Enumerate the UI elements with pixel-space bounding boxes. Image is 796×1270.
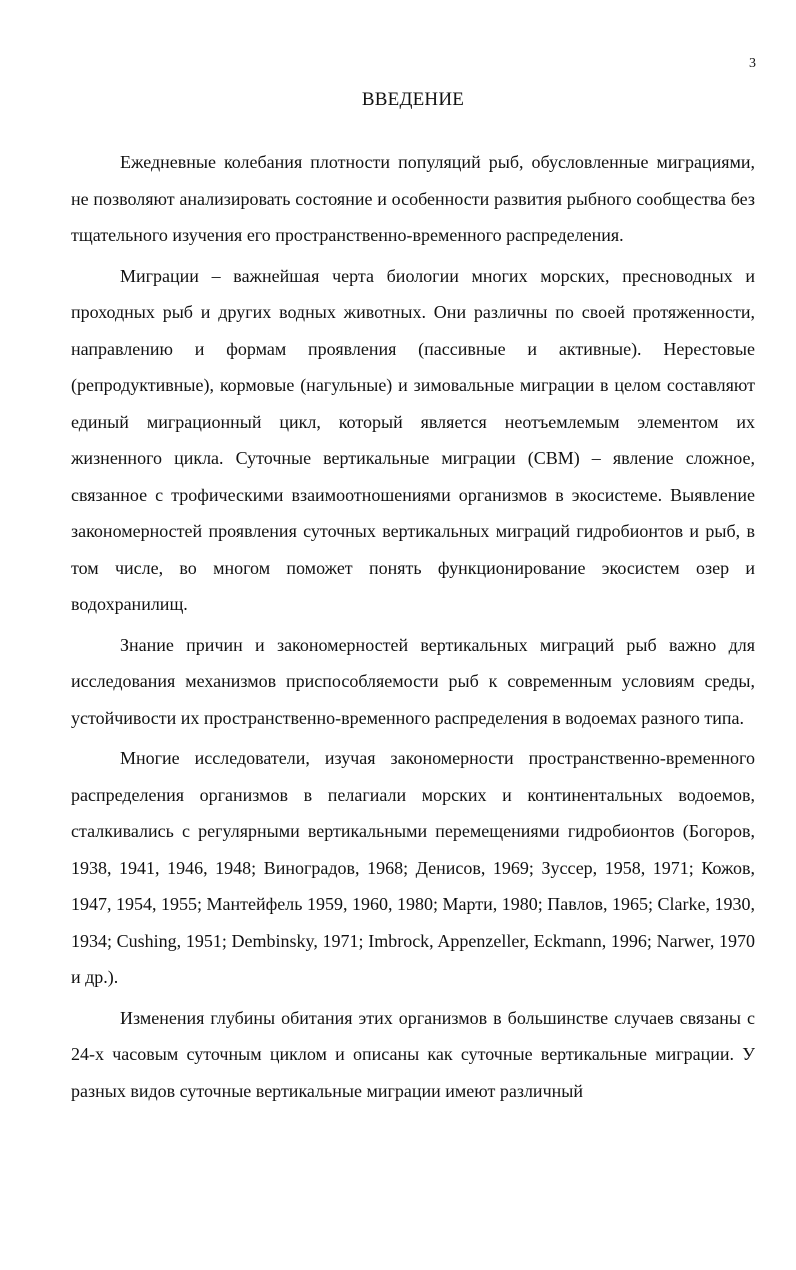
paragraph: Миграции – важнейшая черта биологии многих морских, пресноводных и проходных рыб и других водных животных. Они различны по своей протяженности, направлению и формам проявления (пассивные и активные). Нерестовые (репродуктивные), кормовые (нагульные) и зимовальные миграции в целом составляют единый миграционный цикл, который является неотъемлемым элементом их жизненного цикла. Суточные вертикальные миграции (СВМ) – явление сложное, связанное с трофическими взаимоотношениями организмов в экосистеме. Выявление закономерностей проявления суточных вертикальных миграций гидробионтов и рыб, в том числе, во многом поможет понять функционирование экосистем озер и водохранилищ. [71, 265, 755, 614]
section-heading: ВВЕДЕНИЕ [361, 89, 465, 110]
paragraph: Многие исследователи, изучая закономерности пространственно-временного распределения организмов в пелагиали морских и континентальных водоемов, сталкивались с регулярными вертикальными перемещениями гидробионтов (Богоров, 1938, 1941, 1946, 1948; Виноградов, 1968; Денисов, 1969; Зуссер, 1958, 1971; Кожов, 1947, 1954, 1955; Мантейфель 1959, 1960, 1980; Марти, 1980; Павлов, 1965; Clarke, 1930, 1934; Cushing, 1951; Dembinsky, 1971; Imbrock, Appenzeller, Eckmann, 1996; Narwer, 1970 и др.). [71, 748, 755, 987]
page-number: 3 [749, 56, 756, 71]
paragraph: Ежедневные колебания плотности популяций рыб, обусловленные миграциями, не позволяют анализировать состояние и особенности развития рыбного сообщества без тщательного изучения его пространственно-временного распределения. [71, 152, 755, 245]
body-text [71, 144, 755, 1113]
paragraph: Изменения глубины обитания этих организмов в большинстве случаев связаны с 24-х часовым суточным циклом и описаны как суточные вертикальные миграции. У разных видов суточные вертикальные миграции имеют различный [71, 1007, 755, 1101]
paragraph: Знание причин и закономерностей вертикальных миграций рыб важно для исследования механизмов приспособляемости рыб к современным условиям среды, устойчивости их пространственно-временного распределения в водоемах разного типа. [71, 634, 755, 728]
